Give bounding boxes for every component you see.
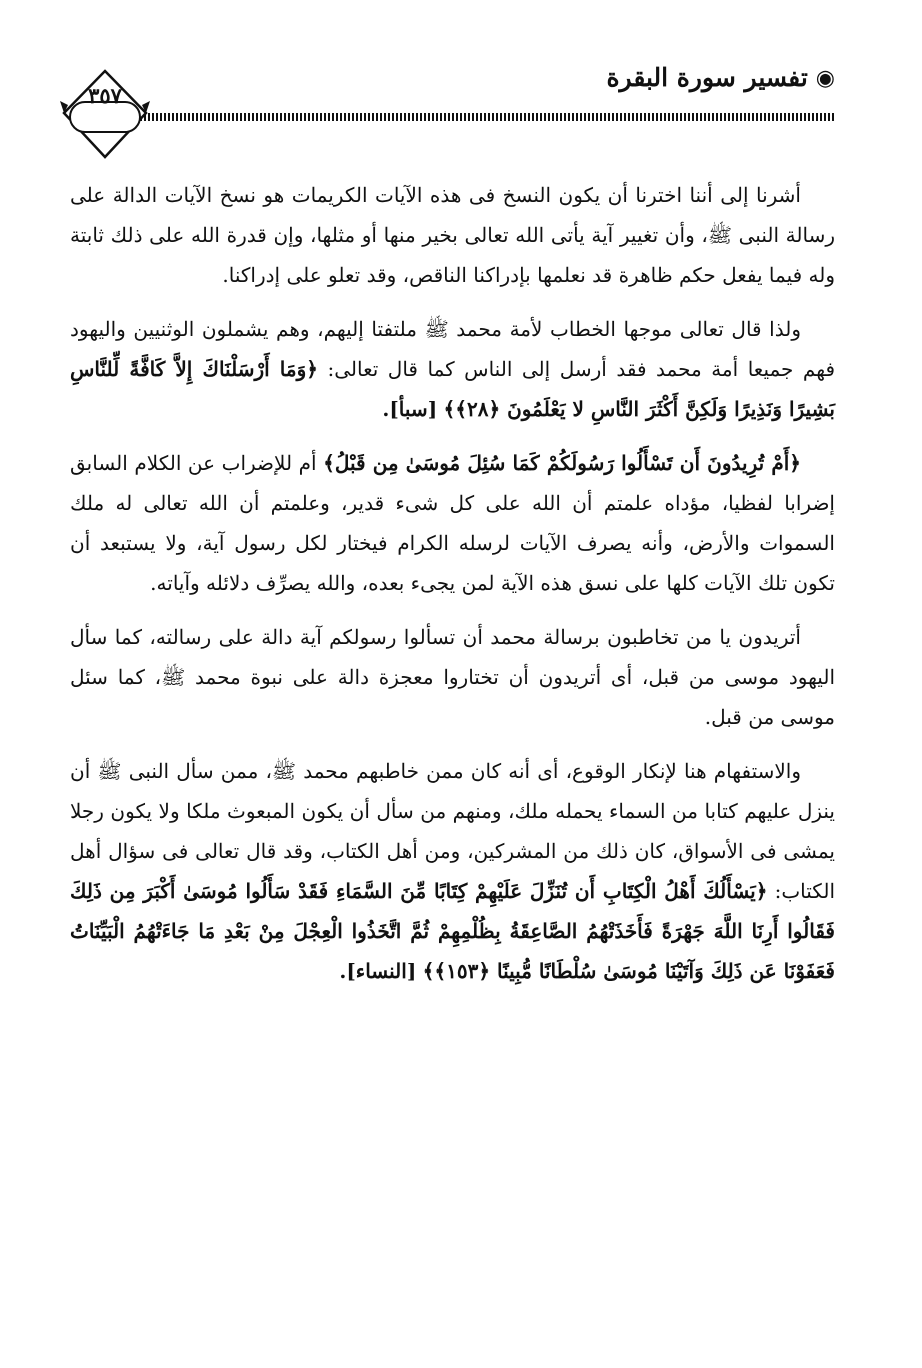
paragraph-5	[70, 751, 835, 991]
header-rule	[140, 113, 835, 121]
verse-source-saba: [سبأ].	[382, 397, 438, 421]
page-header	[60, 55, 835, 165]
verse-source-nisa: [النساء].	[339, 959, 417, 983]
running-title-text: تفسير سورة البقرة	[606, 63, 808, 92]
paragraph-2	[70, 309, 835, 429]
quran-verse-nisa: ﴿يَسْأَلُكَ أَهْلُ الْكِتَابِ أَن تُنَزِّلَ عَلَيْهِمْ كِتَابًا مِّنَ السَّمَاءِ فَقَدْ سَأَلُوا مُوسَىٰ أَكْبَرَ مِن ذَلِكَ فَقَالُوا أَرِنَا اللَّهَ جَهْرَةً فَأَخَذَتْهُمُ الصَّاعِقَةُ بِظُلْمِهِمْ ثُمَّ اتَّخَذُوا الْعِجْلَ مِنْ بَعْدِ مَا جَاءَتْهُمُ الْبَيِّنَاتُ فَعَفَوْنَا عَن ذَلِكَ وَآتَيْنَا مُوسَىٰ سُلْطَانًا مُّبِينًا ﴿١٥٣﴾﴾	[70, 879, 835, 983]
quran-verse-baqara: ﴿أَمْ تُرِيدُونَ أَن تَسْأَلُوا رَسُولَكُمْ كَمَا سُئِلَ مُوسَىٰ مِن قَبْلُ﴾	[323, 451, 802, 475]
paragraph-3-text: أم للإضراب عن الكلام السابق إضرابا لفظيا، مؤداه علمتم أن الله على كل شىء قدير، وعلمتم أن الله تعالى له ملك السموات والأرض، وأنه يصرف الآيات لرسله الكرام فيختار لكل رسول آية، ولا يستبعد أن تكون تلك الآيات كلها على نسق هذه الآية لمن يجىء بعده، والله يصرِّف دلائله وآياته.	[70, 451, 835, 595]
paragraph-1: أشرنا إلى أننا اخترنا أن يكون النسخ فى هذه الآيات الكريمات هو نسخ الآيات الدالة على رسالة النبى ﷺ، وأن تغيير آية يأتى الله تعالى بخير منها أو مثلها، وإن قدرة الله على ذلك ثابتة وله فيما يفعل حكم ظاهرة قد نعلمها بإدراكنا الناقص، وقد تعلو على إدراكنا.	[70, 183, 835, 287]
paragraph-2-text: ولذا قال تعالى موجها الخطاب لأمة محمد ﷺ ملتفتا إليهم، وهم يشملون الوثنيين واليهود فهم جميعا أمة محمد فقد أرسل إلى الناس كما قال تعالى:	[70, 317, 835, 381]
paragraph-4: أتريدون يا من تخاطبون برسالة محمد أن تسألوا رسولكم آية دالة على رسالته، كما سأل اليهود موسى من قبل، أى أتريدون أن تختاروا معجزة دالة على نبوة محمد ﷺ، كما سئل موسى من قبل.	[70, 625, 835, 729]
quran-verse-saba: ﴿وَمَا أَرْسَلْنَاكَ إِلاَّ كَافَّةً لِّلنَّاسِ بَشِيرًا وَنَذِيرًا وَلَكِنَّ أَكْثَرَ النَّاسِ لا يَعْلَمُونَ ﴿٢٨﴾﴾	[70, 357, 835, 421]
title-ornament-icon: ◉	[815, 64, 835, 91]
paragraph-3	[70, 443, 835, 603]
running-title	[606, 63, 835, 92]
paragraph-5-text: والاستفهام هنا لإنكار الوقوع، أى أنه كان ممن خاطبهم محمد ﷺ، ممن سأل النبى ﷺ أن ينزل عليهم كتابا من السماء يحمله ملك، ومنهم من سأل أن يكون المبعوث ملكا ولا يكون رجلا يمشى فى الأسواق، كان ذلك من المشركين، ومن أهل الكتاب، وقد قال تعالى فى سؤال أهل الكتاب:	[70, 759, 835, 903]
page-body	[70, 175, 835, 1005]
page-number: ٣٥٧	[88, 83, 122, 108]
